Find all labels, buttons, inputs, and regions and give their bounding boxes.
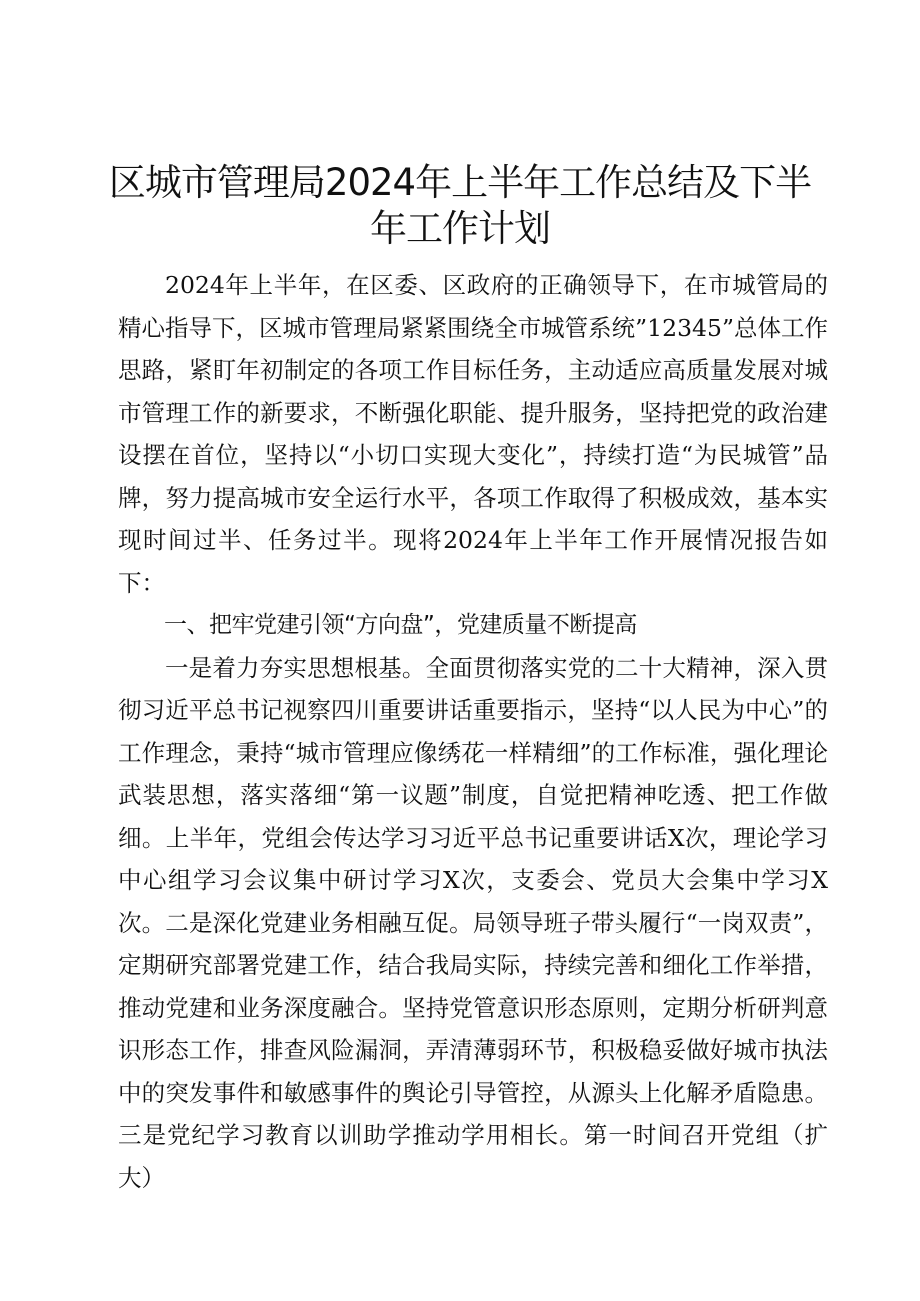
- intro-paragraph: 2024年上半年，在区委、区政府的正确领导下，在市城管局的精心指导下，区城市管理局紧紧围绕全市城管系统”12345”总体工作思路，紧盯年初制定的各项工作目标任务，主动适应高质量发展对城市管理工作的新要求，不断强化职能、提升服务，坚持把党的政治建设摆在首位，坚持以“小切口实现大变化”，持续打造“为民城管”品牌，努力提高城市安全运行水平，各项工作取得了积极成效，基本实现时间过半、任务过半。现将2024年上半年工作开展情况报告如下：: [118, 271, 828, 597]
- document-title: [100, 160, 820, 252]
- title-line-1: 区城市管理局2024年上半年工作总结及下半: [108, 161, 812, 204]
- section-1-paragraph: 一是着力夯实思想根基。全面贯彻落实党的二十大精神，深入贯彻习近平总书记视察四川重要讲话重要指示，坚持“以人民为中心”的工作理念，秉持“城市管理应像绣花一样精细”的工作标准，强化理论武装思想，落实落细“第一议题”制度，自觉把精神吃透、把工作做细。上半年，党组会传达学习习近平总书记重要讲话X次，理论学习中心组学习会议集中研讨学习X次，支委会、党员大会集中学习X次。二是深化党建业务相融互促。局领导班子带头履行“一岗双责”，定期研究部署党建工作，结合我局实际，持续完善和细化工作举措，推动党建和业务深度融合。坚持党管意识形态原则，定期分析研判意识形态工作，排查风险漏洞，弄清薄弱环节，积极稳妥做好城市执法中的突发事件和敏感事件的舆论引导管控，从源头上化解矛盾隐患。三是党纪学习教育以训助学推动学用相长。第一时间召开党组（扩大）: [118, 653, 828, 1192]
- section-1-heading: 一、把牢党建引领“方向盘”，党建质量不断提高: [164, 612, 637, 638]
- document-body: [118, 264, 828, 1199]
- title-line-2: 年工作计划: [370, 207, 550, 250]
